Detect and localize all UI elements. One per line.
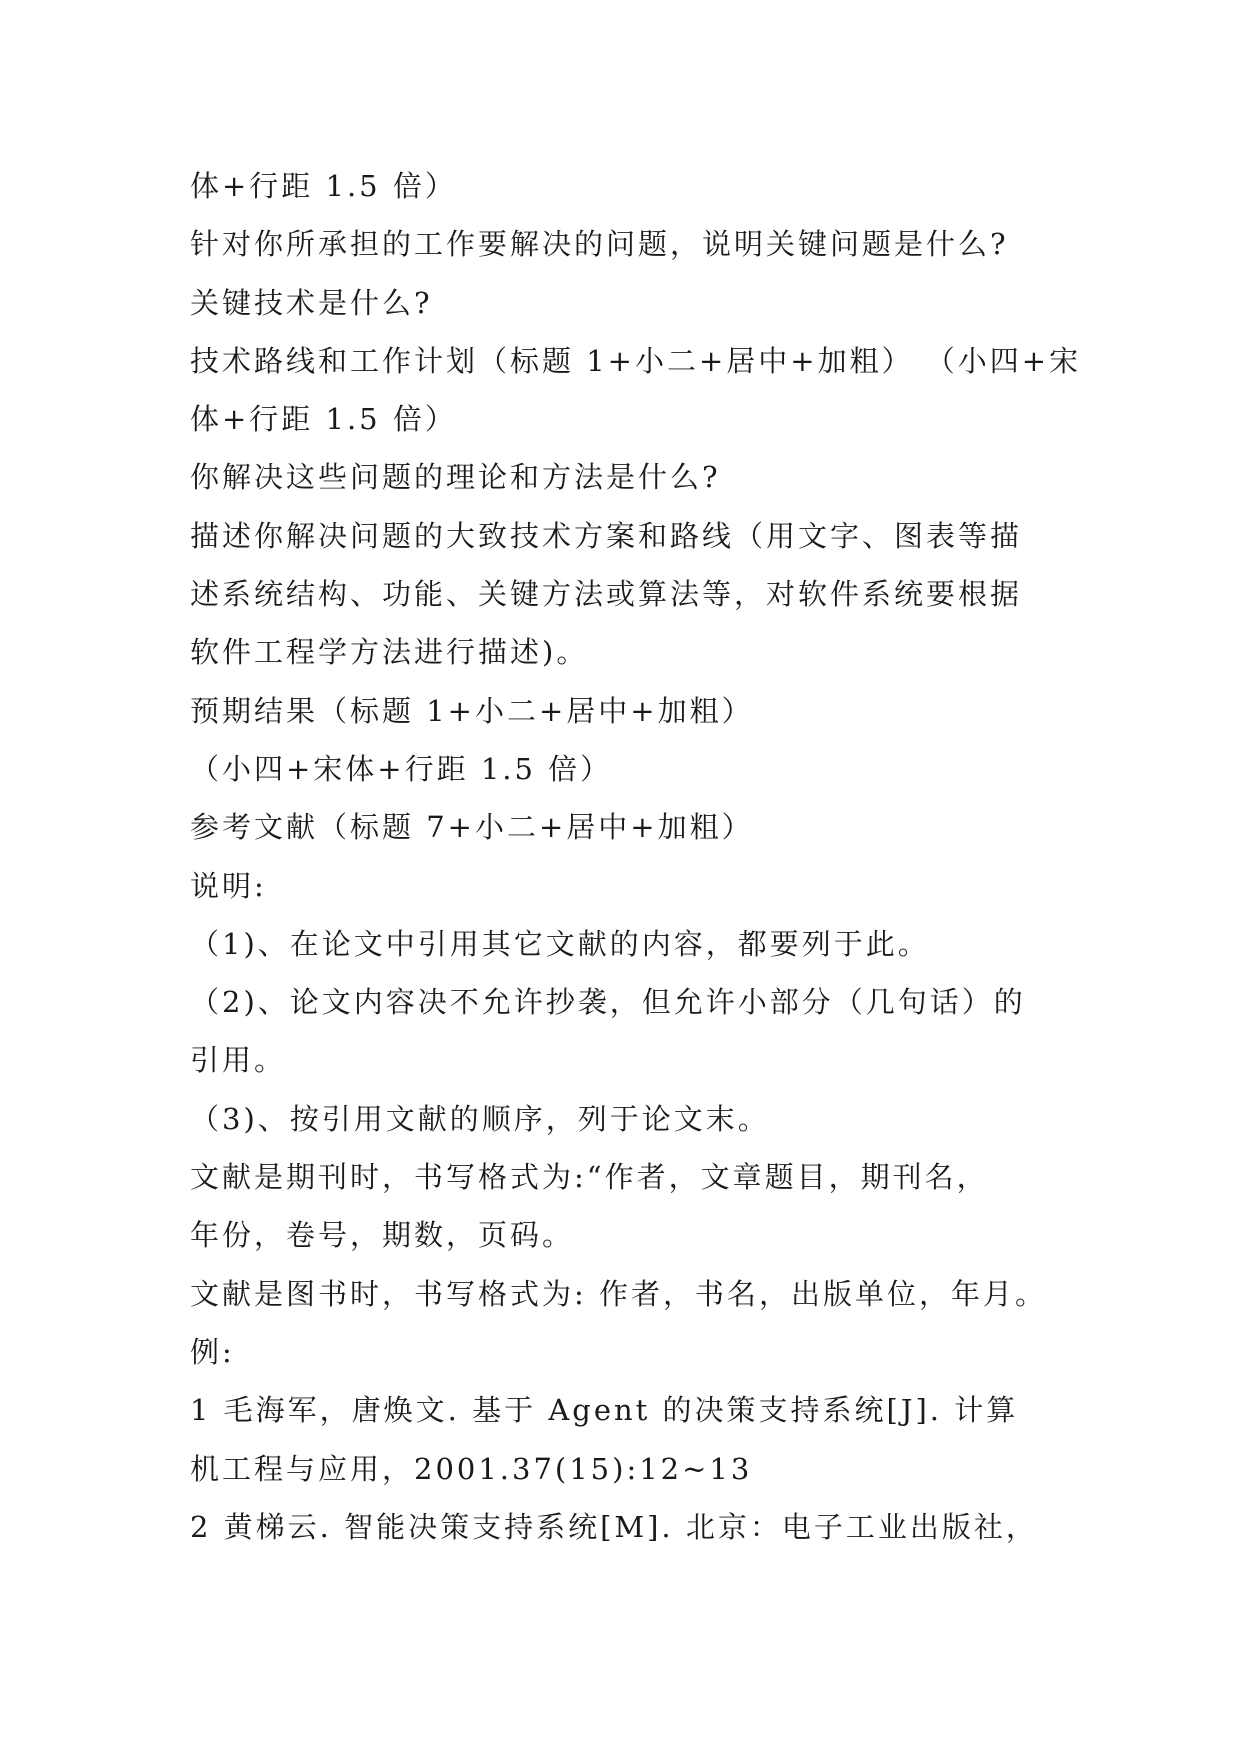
reference-entry: 机工程与应用，2001.37(15):12~13: [190, 1451, 753, 1486]
text-line: 说明:: [190, 868, 267, 903]
document-body: [190, 157, 1082, 1556]
text-line: 软件工程学方法进行描述)。: [190, 635, 589, 670]
list-item: （3)、按引用文献的顺序，列于论文末。: [190, 1101, 770, 1136]
text-line: 引用。: [190, 1043, 287, 1078]
text-line: 体+行距 1.5 倍）: [190, 402, 457, 437]
text-line: （小四+宋体+行距 1.5 倍）: [190, 751, 613, 786]
reference-entry: 2 黄梯云. 智能决策支持系统[M]. 北京：电子工业出版社，: [190, 1509, 1038, 1544]
text-line: 体+行距 1.5 倍）: [190, 169, 457, 203]
list-item: （1)、在论文中引用其它文献的内容，都要列于此。: [190, 926, 930, 961]
text-line: 文献是图书时，书写格式为: 作者，书名，出版单位，年月。: [190, 1276, 1047, 1311]
text-line: 你解决这些问题的理论和方法是什么?: [190, 460, 721, 495]
text-line: 文献是期刊时，书写格式为:“作者，文章题目，期刊名，: [190, 1160, 989, 1195]
text-line: 描述你解决问题的大致技术方案和路线（用文字、图表等描: [190, 518, 1023, 553]
text-line: 例:: [190, 1334, 235, 1369]
text-line: 针对你所承担的工作要解决的问题，说明关键问题是什么?: [190, 227, 1009, 262]
section-heading-line: 预期结果（标题 1+小二+居中+加粗）: [190, 693, 754, 728]
section-heading-line: 技术路线和工作计划（标题 1+小二+居中+加粗） （小四+宋: [190, 343, 1082, 378]
text-line: 关键技术是什么?: [190, 285, 433, 320]
text-line: 述系统结构、功能、关键方法或算法等，对软件系统要根据: [190, 577, 1023, 612]
list-item: （2)、论文内容决不允许抄袭，但允许小部分（几句话）的: [190, 985, 1026, 1020]
section-heading-line: 参考文献（标题 7+小二+居中+加粗）: [190, 810, 754, 845]
text-line: 年份，卷号，期数，页码。: [190, 1218, 575, 1253]
reference-entry: 1 毛海军，唐焕文. 基于 Agent 的决策支持系统[J]. 计算: [190, 1393, 1019, 1428]
